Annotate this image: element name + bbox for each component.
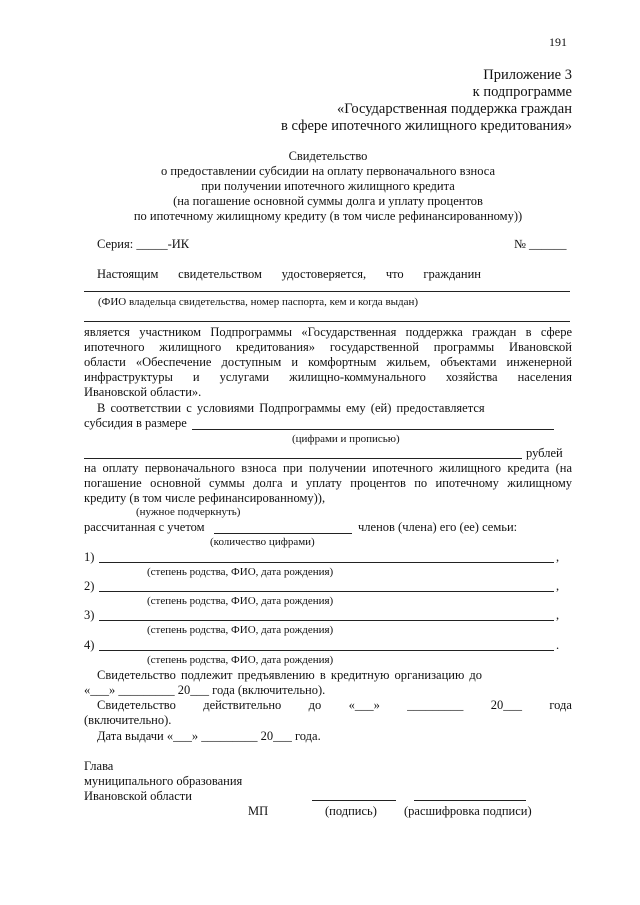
participant-word: населения (517, 370, 572, 384)
appendix-line-3: «Государственная поддержка граждан (337, 101, 572, 117)
member-end: , (556, 579, 560, 593)
participant-line-4 (84, 370, 572, 385)
appendix-line-2: к подпрограмме (472, 84, 572, 100)
purpose-line-3: кредиту (в том числе рефинансированному)), (84, 491, 326, 505)
fio-line (84, 291, 570, 292)
appendix-line-1: Приложение 3 (483, 67, 572, 83)
subsidy-amount-line-2 (84, 458, 522, 459)
participant-line-1: является участником Подпрограммы «Государственная поддержка граждан в сфере (84, 325, 572, 339)
member-num: 2) (84, 579, 95, 593)
member-hint: (степень родства, ФИО, дата рождения) (147, 654, 334, 666)
participant-line-5: Ивановской области». (84, 385, 202, 399)
count-hint: (количество цифрами) (210, 536, 315, 548)
participant-word: и (192, 370, 200, 384)
issue-date: Дата выдачи «___» _________ 20___ года. (97, 729, 321, 743)
sign-hint: (подпись) (325, 804, 377, 818)
participant-word: услугами (219, 370, 270, 384)
member-line (99, 591, 554, 592)
member-num: 4) (84, 638, 95, 652)
validity-line-4: (включительно). (84, 713, 172, 727)
validity-word: «___» (348, 698, 380, 712)
fio-line-2 (84, 321, 570, 322)
certify-line (97, 267, 481, 282)
validity-word: _________ (407, 698, 464, 712)
validity-word: 20___ (490, 698, 522, 712)
member-line (99, 562, 554, 563)
validity-word: действительно (203, 698, 282, 712)
validity-line-1: Свидетельство подлежит предъявлению в кредитную организацию до (97, 668, 483, 682)
certify-word: гражданин (423, 267, 481, 281)
fio-hint: (ФИО владельца свидетельства, номер паспорта, кем и когда выдан) (98, 296, 419, 308)
member-count-line (214, 533, 352, 534)
purpose-line-2: погашение основной суммы долга и уплату процентов по ипотечному жилищному (84, 476, 572, 490)
subsidy-amount-line (192, 429, 554, 430)
validity-word: Свидетельство (97, 698, 176, 712)
signature-head-2: муниципального образования (84, 774, 243, 788)
signature-line (312, 800, 396, 801)
member-num: 1) (84, 550, 95, 564)
series-number: № ______ (514, 237, 567, 251)
signature-head-3: Ивановской области (84, 789, 192, 803)
title-line-1: Свидетельство (288, 149, 368, 163)
underline-hint: (нужное подчеркнуть) (136, 506, 241, 518)
member-hint: (степень родства, ФИО, дата рождения) (147, 624, 334, 636)
appendix-line-4: в сфере ипотечного жилищного кредитования» (281, 118, 572, 134)
subsidy-line-1: В соответствии с условиями Подпрограммы ему (ей) предоставляется (97, 401, 485, 415)
member-hint: (степень родства, ФИО, дата рождения) (147, 566, 334, 578)
certify-word: Настоящим (97, 267, 159, 281)
title-line-3: при получении ипотечного жилищного кредита (201, 179, 455, 193)
certify-word: удостоверяется, (281, 267, 367, 281)
certify-word: свидетельством (178, 267, 262, 281)
purpose-line-1: на оплату первоначального взноса при получении ипотечного жилищного кредита (на (84, 461, 572, 475)
participant-line-3: области «Обеспечение доступным и комфортным жильем, объектами инженерной (84, 355, 572, 369)
calc-suffix: членов (члена) его (ее) семьи: (358, 520, 518, 534)
participant-word: инфраструктуры (84, 370, 173, 384)
signature-head-1: Глава (84, 759, 114, 773)
page-number: 191 (549, 35, 567, 49)
title-line-2: о предоставлении субсидии на оплату первоначального взноса (160, 164, 496, 178)
participant-line-2: ипотечного жилищного кредитования» государственной программы Ивановской (84, 340, 572, 354)
series-label: Серия: _____-ИК (97, 237, 190, 251)
calc-prefix: рассчитанная с учетом (84, 520, 205, 534)
title-line-5: по ипотечному жилищному кредиту (в том числе рефинансированному)) (133, 209, 523, 223)
participant-word: жилищно-коммунального (289, 370, 426, 384)
title-line-4: (на погашение основной суммы долга и уплату процентов (173, 194, 483, 208)
validity-line-2: «___» _________ 20___ года (включительно). (84, 683, 326, 697)
currency-label: рублей (526, 446, 563, 460)
amount-hint: (цифрами и прописью) (292, 433, 400, 445)
member-end: . (556, 638, 560, 652)
member-line (99, 620, 554, 621)
certify-word: что (385, 267, 404, 281)
member-end: , (556, 608, 560, 622)
member-line (99, 650, 554, 651)
participant-word: хозяйства (445, 370, 498, 384)
validity-line-3 (97, 698, 572, 713)
validity-word: до (308, 698, 322, 712)
member-hint: (степень родства, ФИО, дата рождения) (147, 595, 334, 607)
validity-word: года (549, 698, 572, 712)
stamp-label: МП (248, 804, 269, 818)
member-end: , (556, 550, 560, 564)
decode-hint: (расшифровка подписи) (404, 804, 532, 818)
member-num: 3) (84, 608, 95, 622)
subsidy-line-2: субсидия в размере (84, 416, 187, 430)
signature-decode-line (414, 800, 526, 801)
